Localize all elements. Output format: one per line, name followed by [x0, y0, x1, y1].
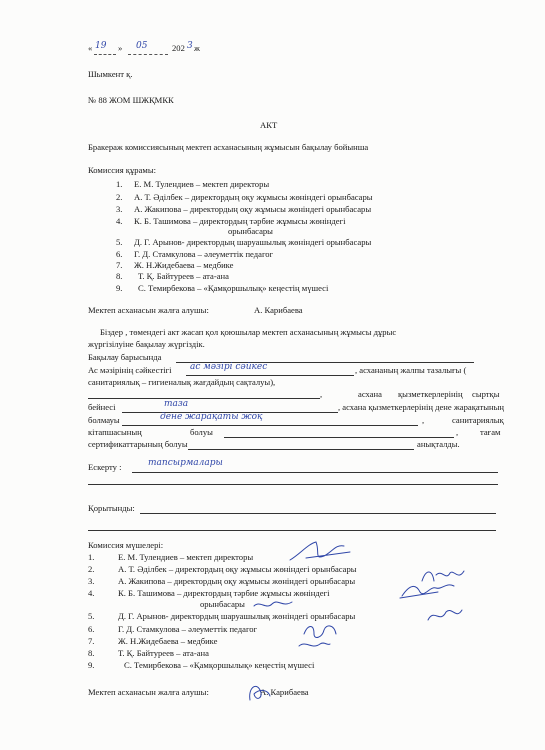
- intro-line-2: жүргізілуіне бақылау жүргіздік.: [88, 339, 205, 349]
- commission-member-9: С. Темирбекова – «Қамқоршылық» кеңестің мүшесі: [138, 283, 329, 293]
- commission-member-8: Т. Қ. Байтуреев – ата-ана: [138, 271, 229, 281]
- food-word: тағам: [480, 427, 501, 437]
- date-year: 202: [172, 43, 185, 53]
- commission-num-1: 1.: [116, 179, 123, 189]
- signature-scribble-4b: [252, 596, 296, 612]
- injury-label: болмауы: [88, 415, 120, 425]
- signature-num-8: 8.: [88, 648, 95, 658]
- commission-num-5: 5.: [116, 237, 123, 247]
- book-presence: болуы: [190, 427, 213, 437]
- commission-heading: Комиссия құрамы:: [88, 165, 156, 175]
- date-month: 05: [136, 41, 148, 51]
- signature-member-2: А. Т. Әділбек – директордың оқу жұмысы жөніндегі орынбасары: [118, 564, 357, 574]
- menu-label: Ас мәзірінің сәйкестігі: [88, 365, 172, 375]
- city: Шымкент қ.: [88, 69, 133, 79]
- signature-num-6: 6.: [88, 624, 95, 634]
- signature-num-7: 7.: [88, 636, 95, 646]
- signature-member-8: Т. Қ. Байтуреев – ата-ана: [118, 648, 209, 658]
- signature-num-1: 1.: [88, 552, 95, 562]
- sanitary-book-word: санитариялық: [452, 415, 504, 425]
- signature-renter-label: Мектеп асханасын жалға алушы:: [88, 687, 209, 697]
- signature-member-9: С. Темирбекова – «Қамқоршылық» кеңестің мүшесі: [124, 660, 315, 670]
- commission-num-2: 2.: [116, 192, 123, 202]
- commission-member-1: Е. М. Тулендиев – мектеп директоры: [134, 179, 270, 189]
- renter-label: Мектеп асханасын жалға алушы:: [88, 305, 209, 315]
- injury-handwritten: дене жарақаты жоқ: [160, 412, 263, 422]
- signature-member-3: А. Жакипова – директордың оқу жұмысы жөніндегі орынбасары: [118, 576, 356, 586]
- book-comma: ,: [456, 427, 459, 437]
- signature-member-4-cont: орынбасары: [200, 599, 245, 609]
- commission-member-6: Г. Д. Стамкулова – әлеуметтік педагог: [134, 249, 274, 259]
- commission-member-2: А. Т. Әділбек – директордың оқу жұмысы жөніндегі орынбасары: [134, 192, 373, 202]
- signature-scribble-7: [296, 636, 332, 652]
- commission-member-4: К. Б. Ташимова – директордың тәрбие жұмысы жөніндегі: [134, 216, 346, 226]
- observation-label: Бақылау барысында: [88, 352, 162, 362]
- date-open-quote: «: [88, 43, 93, 53]
- signature-num-9: 9.: [88, 660, 95, 670]
- signature-num-2: 2.: [88, 564, 95, 574]
- date-day: 19: [95, 41, 107, 51]
- commission-num-7: 7.: [116, 260, 123, 270]
- conclusion-label: Қорытынды:: [88, 503, 135, 513]
- book-label: кітапшасының: [88, 427, 142, 437]
- signatures-heading: Комиссия мүшелері:: [88, 540, 164, 550]
- signature-member-4: К. Б. Ташимова – директордың тәрбие жұмысы жөніндегі: [118, 588, 330, 598]
- commission-num-3: 3.: [116, 204, 123, 214]
- certificates-result: анықталды.: [417, 439, 460, 449]
- renter-name: А. Карибаева: [254, 305, 303, 315]
- appearance-handwritten: таза: [164, 399, 189, 409]
- note-handwritten: тапсырмалары: [148, 458, 223, 468]
- doc-title: АКТ: [260, 120, 278, 130]
- commission-member-7: Ж. Н.Жидебаева – медбике: [134, 260, 234, 270]
- date-close-quote: »: [118, 43, 123, 53]
- commission-member-5: Д. Г. Арынов- директордың шаруашылық жөніндегі орынбасары: [134, 237, 372, 247]
- signature-scribble-renter: [244, 680, 274, 706]
- signature-scribble-5: [424, 604, 466, 626]
- signature-num-3: 3.: [88, 576, 95, 586]
- injury-comma: ,: [422, 415, 425, 425]
- signature-num-5: 5.: [88, 611, 95, 621]
- date-year-suffix: ж: [194, 43, 200, 53]
- commission-num-6: 6.: [116, 249, 123, 259]
- commission-num-8: 8.: [116, 271, 123, 281]
- doc-subtitle: Бракераж комиссиясының мектеп асханасының жұмысын бақылау бойынша: [88, 142, 369, 152]
- intro-line-1: Біздер , төмендегі акт жасап қол қоюшылар мектеп асханасының жұмысы дұрыс: [100, 327, 397, 337]
- appearance-label: бейнесі: [88, 402, 116, 412]
- signature-scribble-1: [286, 538, 356, 566]
- certificates-label: сертификаттарының болуы: [88, 439, 188, 449]
- menu-handwritten: ас мәзірі сәйкес: [190, 362, 268, 372]
- signature-member-1: Е. М. Тулендиев – мектеп директоры: [118, 552, 254, 562]
- date-year-digit: 3: [187, 41, 193, 51]
- signature-num-4: 4.: [88, 588, 95, 598]
- signature-member-7: Ж. Н.Жидебаева – медбике: [118, 636, 218, 646]
- sanitary-line: санитариялық – гигиеналық жағдайдың сақталуы),: [88, 377, 276, 387]
- staff-comma: ,: [320, 389, 323, 399]
- menu-cleanliness: , асхананың жалпы тазалығы (: [355, 365, 467, 375]
- school-name: № 88 ЖОМ ШЖҚМКК: [88, 95, 174, 105]
- staff-word-2: қызметкерлерінің: [398, 389, 463, 399]
- signature-renter-name: А. Карибаева: [260, 687, 309, 697]
- commission-member-3: А. Жакипова – директордың оқу жұмысы жөніндегі орынбасары: [134, 204, 372, 214]
- commission-num-9: 9.: [116, 283, 123, 293]
- staff-word-3: сыртқы: [472, 389, 500, 399]
- staff-word-1: асхана: [358, 389, 382, 399]
- signature-scribble-4: [398, 578, 458, 602]
- appearance-injury: , асхана қызметкерлерінің дене жарақатының: [338, 402, 504, 412]
- note-label: Ескерту :: [88, 462, 122, 472]
- signature-member-6: Г. Д. Стамкулова – әлеуметтік педагог: [118, 624, 258, 634]
- commission-num-4: 4.: [116, 216, 123, 226]
- commission-member-4-cont: орынбасары: [228, 226, 273, 236]
- signature-member-5: Д. Г. Арынов- директордың шаруашылық жөніндегі орынбасары: [118, 611, 356, 621]
